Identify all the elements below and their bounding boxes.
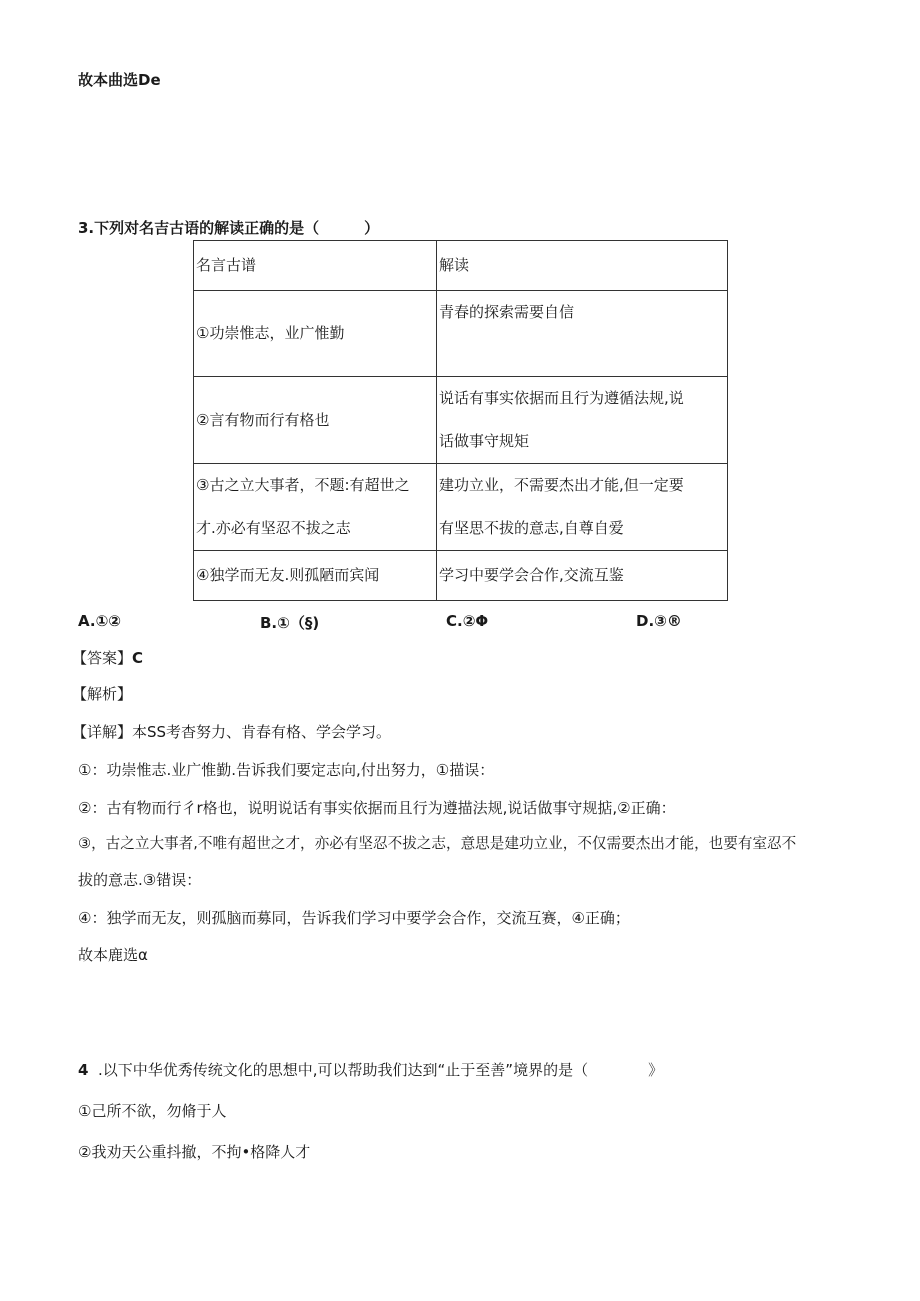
option-d: D.③® <box>636 612 682 630</box>
interpretation-text: 青春的探索需要自信 <box>439 303 575 321</box>
q4-stem: .以下中华优秀传统文化的思想中,可以帮助我们达到“止于至善”境界的是（ 》 <box>98 1061 664 1079</box>
point-4: ④：独学而无友，则孤脑而募同，告诉我们学习中要学会合作，交流互赛，④正确； <box>78 909 630 927</box>
interpretation-text: 有坚思不拔的意志,自尊自爱 <box>439 519 624 537</box>
table-row <box>194 551 728 601</box>
q3-conclusion: 故本鹿选α <box>78 946 148 964</box>
quote-cell <box>194 377 437 464</box>
table-row <box>194 377 728 464</box>
quote-text: ③古之立大事者，不题:有超世之 <box>196 476 410 494</box>
option-c: C.②Φ <box>446 612 489 630</box>
quote-table <box>193 240 728 601</box>
analysis-label: 【解析】 <box>72 685 133 703</box>
answer-value: C <box>132 649 144 667</box>
interpretation-text: 建功立业，不需要杰出才能,但一定要 <box>439 476 684 494</box>
point-2: ②：古有物而行彳r格也，说明说话有事实依据而且行为遵描法规,说话做事守规掂,②正确： <box>78 799 676 817</box>
interpretation-cell <box>437 551 728 601</box>
detail-line: 【详解】本SS考杳努力、肯春有格、学会学习。 <box>72 723 392 741</box>
q4-number: 4 <box>78 1061 89 1079</box>
table-row <box>194 464 728 551</box>
quote-text: ②言有物而行有格也 <box>196 410 330 429</box>
quote-cell <box>194 551 437 601</box>
interpretation-text: 说话有事实依据而且行为遵循法规,说 <box>439 389 684 407</box>
quote-cell <box>194 464 437 551</box>
option-b: B.①（§) <box>260 614 320 632</box>
header-interpretation: 解读 <box>437 241 728 291</box>
table-row <box>194 291 728 377</box>
point-3-line-1: ③，古之立大事者,不唯有超世之才，亦必有坚忍不拔之志，意思是建功立业，不仅需要杰出才能，也要有室忍不 <box>78 835 797 852</box>
q3-stem: 3.下列对名吉古语的解读正确的是（ ） <box>78 219 380 237</box>
header-quote: 名言古谱 <box>194 241 437 291</box>
table-header-row <box>194 241 728 291</box>
interpretation-cell <box>437 377 728 464</box>
q4-item-2: ②我劝天公重抖撤，不拘•格降人才 <box>78 1143 311 1161</box>
quote-text: 才.亦必有坚忍不拔之志 <box>196 519 351 537</box>
option-a: A.①② <box>78 612 121 630</box>
answer-line <box>72 648 143 668</box>
interpretation-cell <box>437 464 728 551</box>
answer-label: 【答案】 <box>72 649 133 667</box>
interpretation-cell <box>437 291 728 377</box>
quote-cell <box>194 291 437 377</box>
quote-text: ①功崇惟志，业广惟勤 <box>196 324 345 342</box>
interpretation-text: 话做事守规矩 <box>439 432 530 450</box>
prev-conclusion: 故本曲选De <box>78 71 161 89</box>
interpretation-text: 学习中要学会合作,交流互鉴 <box>439 566 624 584</box>
quote-text: ④独学而无友.则孤陋而宾闻 <box>196 566 380 584</box>
point-1: ①：功崇惟志.业广惟勤.告诉我们要定志向,付出努力，①描误： <box>78 761 495 779</box>
q4-item-1: ①己所不欲，勿脩于人 <box>78 1102 227 1120</box>
point-3-line-2: 拔的意志.③错误： <box>78 871 202 889</box>
